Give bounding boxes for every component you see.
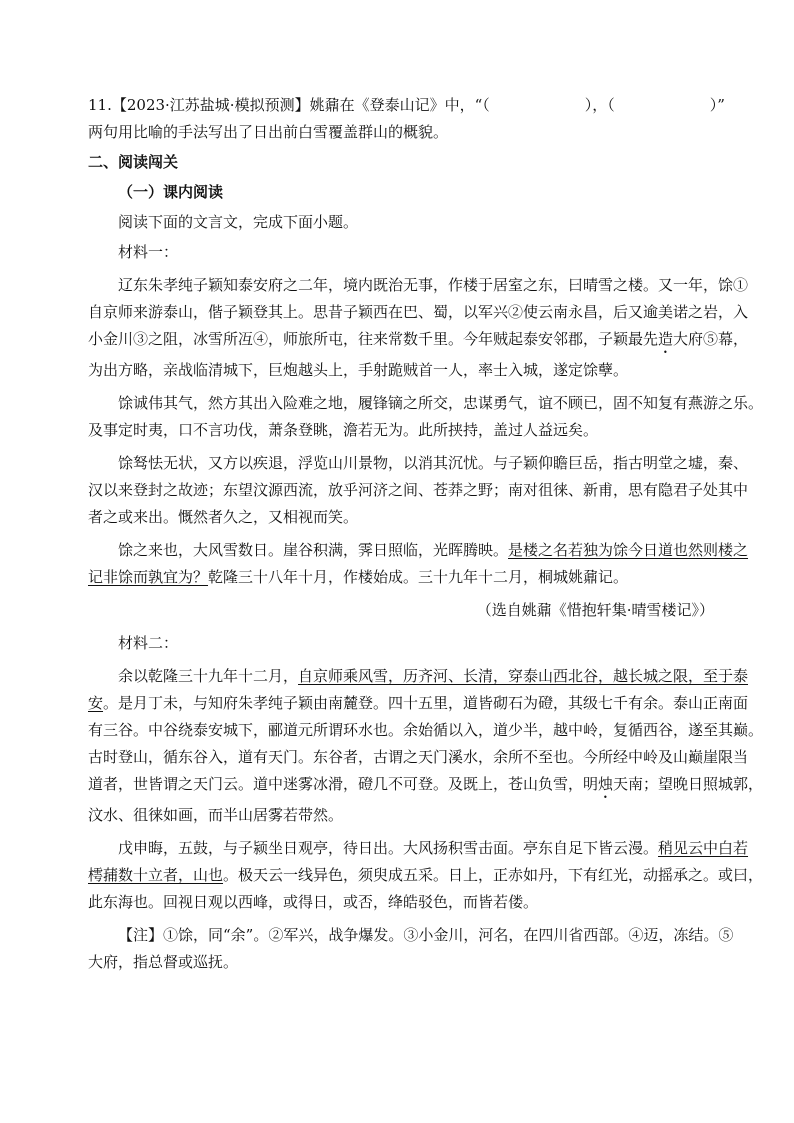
material-2-p1-line: 古时登山，循东谷入，道有天门。东谷者，古谓之天门溪水，余所不至也。今所经中岭及山巅崖限当 — [88, 748, 749, 766]
instruction-text: 阅读下面的文言文，完成下面小题。 — [118, 213, 359, 231]
material-2-p2-line: 樗蒱数十立者，山也。极天云一线异色，须臾成五采。日上，正赤如丹，下有红光，动摇承之。或曰， — [88, 866, 764, 884]
underlined-sentence: 是楼之名若独为馀今日道也然则楼之 — [508, 541, 749, 559]
underlined-sentence: 记非馀而孰宜为？ — [88, 568, 209, 586]
question-11-close: ）” — [709, 96, 725, 114]
material-1-p3-line: 馀驽怯无状，又方以疾退，浮览山川景物，以消其沉忧。与子颖仰瞻巨岳，指古明堂之墟，秦、 — [118, 454, 749, 472]
question-11-line-1 — [88, 92, 725, 119]
material-2-p1-line: 余以乾隆三十九年十二月，自京师乘风雪，历齐河、长清，穿泰山西北谷，越长城之限，至于泰 — [118, 667, 749, 685]
material-2-p2-line: 戊申晦，五鼓，与子颍坐日观亭，待日出。大风扬积雪击面。亭东自足下皆云漫。稍见云中白若 — [118, 839, 749, 857]
material-1-p3-line: 汉以来登封之故迹；东望汶源西流，放乎河济之间、苍莽之野；南对徂徕、新甫，思有隐君子处其中 — [88, 481, 749, 499]
material-2-p1-line: 有三谷。中谷绕泰安城下，郦道元所谓环水也。余始循以入，道少半，越中岭，复循西谷，遂至其巅。 — [88, 721, 764, 739]
material-2-p1-line: 道者，世皆谓之天门云。道中迷雾冰滑，磴几不可登。及既上，苍山负雪，明烛天南；望晚日照城郭， — [88, 775, 764, 793]
material-1-p4-line: 记非馀而孰宜为？乾隆三十八年十月，作楼始成。三十九年十二月，桐城姚鼐记。 — [88, 568, 629, 586]
notes-line: 大府，指总督或巡抚。 — [88, 953, 239, 971]
notes-line: 【注】①馀，同“余”。②军兴，战争爆发。③小金川，河名，在四川省西部。④迈，冻结。⑤ — [118, 926, 734, 944]
section-title: 二、阅读闯关 — [88, 153, 179, 171]
material-1-p1-line: 自京师来游泰山，偕子颖登其上。思昔子颖西在巴、蜀，以军兴②使云南永昌，后又逾美诺之岩，入 — [88, 303, 749, 321]
material-1-p2-line: 馀诚伟其气，然方其出入险难之地，履锋镝之所交，忠谋勇气，谊不顾已，固不知复有燕游之乐。 — [118, 394, 764, 412]
material-2-p2-line: 此东海也。回视日观以西峰，或得日，或否，绛皓驳色，而皆若偻。 — [88, 893, 539, 911]
question-11-line-2: 两句用比喻的手法写出了日出前白雪覆盖群山的概貌。 — [88, 123, 449, 141]
emphasized-char: 造 — [658, 330, 674, 348]
underlined-sentence: 稍见云中白若 — [658, 839, 749, 857]
question-11-text: 11.【2023·江苏盐城·模拟预测】姚鼐在《登泰山记》中，“（ — [88, 96, 490, 114]
material-1-p1-line: 辽东朱孝纯子颖知泰安府之二年，境内既治无事，作楼于居室之东，曰晴雪之楼。又一年，馀① — [118, 276, 749, 294]
material-1-p1-line: 小金川③之阻，冰雪所冱④，师旅所屯，往来常数千里。今年贼起泰安邻郡，子颖最先造大府⑤幕， — [88, 330, 749, 348]
underlined-sentence: 樗蒱数十立者，山也 — [88, 866, 224, 884]
material-2-p1-line: 安。是月丁未，与知府朱孝纯子颖由南麓登。四十五里，道皆砌石为磴，其级七千有余。泰山正南面 — [88, 694, 749, 712]
material-1-p4-line: 馀之来也，大风雪数日。崖谷积满，霁日照临，光晖腾映。是楼之名若独为馀今日道也然则楼之 — [118, 541, 749, 559]
material-1-p1-line: 为出方略，亲战临清城下，巨炮越头上，手射跪贼首一人，率士入城，遂定馀孽。 — [88, 361, 629, 379]
emphasized-char: 烛 — [598, 775, 614, 793]
material-1-label: 材料一： — [118, 243, 179, 261]
question-11-separator: ），（ — [584, 96, 615, 114]
underlined-sentence: 自京师乘风雪，历齐河、长清，穿泰山西北谷，越长城之限，至于泰 — [298, 667, 749, 685]
material-2-p1-line: 汶水、徂徕如画，而半山居雾若带然。 — [88, 806, 344, 824]
material-1-p2-line: 及事定时夷，口不言功伐，萧条登眺，澹若无为。此所挟持，盖过人益远矣。 — [88, 421, 599, 439]
material-2-label: 材料二： — [118, 634, 179, 652]
underlined-sentence: 安 — [88, 694, 104, 712]
material-1-p3-line: 者之或来出。慨然者久之，又相视而笑。 — [88, 508, 359, 526]
material-1-source: （选自姚鼐《惜抱轩集·晴雪楼记》） — [476, 601, 714, 619]
subsection-title: （一）课内阅读 — [118, 183, 224, 201]
